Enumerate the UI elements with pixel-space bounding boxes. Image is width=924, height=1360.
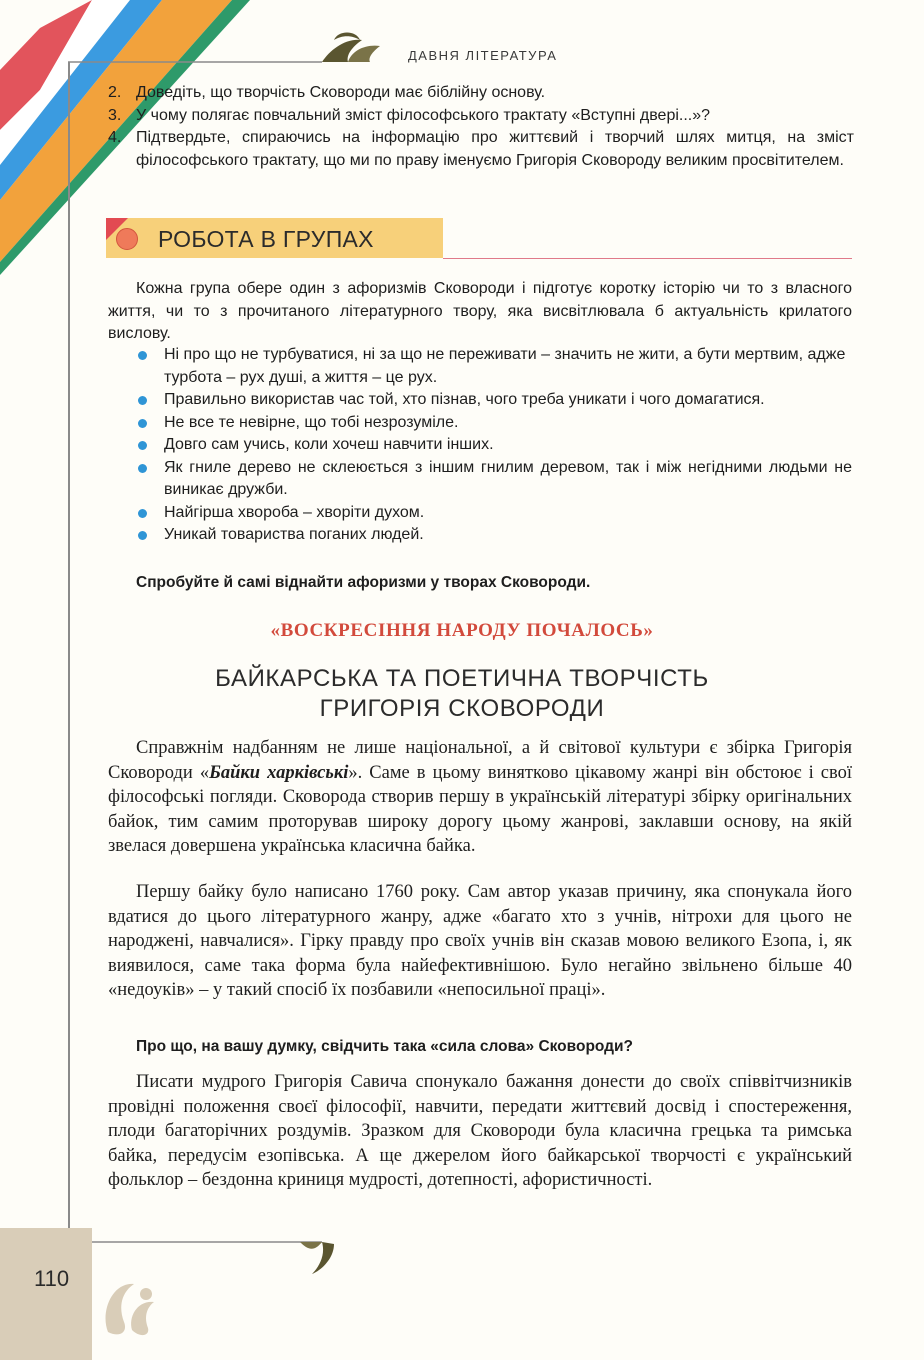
list-item	[136, 412, 852, 435]
circle-icon	[116, 228, 138, 250]
paragraph-text: ». Саме в цьому винятково цікавому жанрі він обстоює і свої філософські погляди. Сковорода створив першу в українській літературі збірку оригінальних байок, тим самим проторував широку дорогу цьому жанрові, заклавши основу, на якій звелася довершена українська класична байка.	[108, 762, 853, 856]
aphorisms-list	[136, 344, 852, 547]
list-item	[108, 105, 854, 128]
monogram-ornament-icon	[98, 1272, 168, 1342]
divider	[443, 258, 852, 259]
aphorism-text: Найгірша хвороба – хворіти духом.	[164, 503, 425, 521]
book-title: Байки харківські	[209, 762, 349, 783]
item-number: 4.	[108, 129, 122, 146]
aphorism-text: Ні про що не турбуватися, ні за що не переживати – значить не жити, а бути мертвим, адже турбота – рух душі, а життя – це рух.	[164, 346, 846, 386]
item-number: 3.	[108, 106, 122, 124]
task-text: Спробуйте й самі віднайти афоризми у творах Сковороди.	[136, 574, 591, 591]
aphorism-text: Довго сам учись, коли хочеш навчити інших.	[164, 436, 494, 453]
bullet-icon	[138, 351, 147, 360]
item-text: У чому полягає повчальний зміст філософського трактату «Вступні двері...»?	[136, 106, 711, 124]
bullet-icon	[138, 464, 147, 473]
bullet-icon	[138, 441, 147, 450]
bottom-ornament-icon	[300, 1242, 334, 1274]
list-item	[136, 434, 852, 457]
aphorism-text: Як гниле дерево не склеюється з іншим гнилим деревом, так і між негідними людьми не виникає дружби.	[164, 458, 852, 498]
group-work-title: РОБОТА В ГРУПАХ	[158, 226, 374, 252]
list-item	[136, 502, 852, 525]
item-text: Підтвердьте, спираючись на інформацію про життєвий і творчий шлях митця, на зміст філософського трактату, що ми по праву іменуємо Григорія Сковороду великим просвітителем.	[136, 129, 854, 169]
aphorism-text: Не все те невірне, що тобі незрозуміле.	[164, 413, 459, 431]
bullet-icon	[138, 531, 147, 540]
item-number: 2.	[108, 84, 122, 101]
paragraph: Писати мудрого Григорія Савича спонукало бажання донести до своїх співвітчизників провідні положення своєї філософії, навчити, передати життєвий досвід і спостереження, плоди багаторічних роздумів. Зразком для Сковороди була класична грецька та римська байка, передусім езопівська. А ще джерелом його байкарської творчості є український фольклор – бездонна криниця мудрості, дотепності, афористичності.	[108, 1072, 852, 1190]
paragraph: Першу байку було написано 1760 року. Сам автор указав причину, яка спонукала його вдатися до цього літературного жанру, адже «багато хто з учнів, нітрохи для цього не народжені, навчалися». Гірку правду про своїх учнів він сказав мовою великого Езопа, і, як виявилося, саме така форма була найефективнішою. Було негайно звільнено більше 40 «недоуків» – у такий спосіб їх позбавили «непосильної праці».	[108, 882, 852, 1000]
paragraph-text: Справжнім надбанням не лише національної, а й світової культури є збірка Григорія Сковороди «	[108, 738, 852, 783]
paragraph	[108, 736, 852, 859]
main-heading	[0, 664, 924, 724]
questions-list	[108, 82, 854, 172]
item-text: Доведіть, що творчість Сковороди має біблійну основу.	[136, 84, 546, 101]
page-number: 110	[34, 1266, 70, 1291]
aphorism-text: Уникай товариства поганих людей.	[164, 526, 424, 543]
list-item	[108, 127, 854, 172]
list-item	[108, 82, 854, 105]
quote-heading: «ВОСКРЕСІННЯ НАРОДУ ПОЧАЛОСЬ»	[270, 620, 654, 641]
group-work-intro: Кожна група обере один з афоризмів Сковороди і підготує коротку історію чи то з власного життя, чи то з прочитаного літературного твору, яка висвітлювала б актуальність крилатого вислову.	[108, 280, 852, 342]
list-item	[136, 344, 852, 389]
heading-line: ГРИГОРІЯ СКОВОРОДИ	[319, 695, 605, 722]
bullet-icon	[138, 509, 147, 518]
section-label: ДАВНЯ ЛІТЕРАТУРА	[408, 48, 558, 63]
list-item	[136, 524, 852, 547]
list-item	[136, 389, 852, 412]
bullet-icon	[138, 419, 147, 428]
question-text: Про що, на вашу думку, свідчить така «сила слова» Сковороди?	[136, 1038, 634, 1055]
heading-line: БАЙКАРСЬКА ТА ПОЕТИЧНА ТВОРЧІСТЬ	[215, 665, 709, 692]
bullet-icon	[138, 396, 147, 405]
top-ornament-icon	[322, 33, 380, 63]
list-item	[136, 457, 852, 502]
aphorism-text: Правильно використав час той, хто пізнав, чого треба уникати і чого домагатися.	[164, 391, 765, 408]
left-margin-band	[0, 1228, 92, 1360]
